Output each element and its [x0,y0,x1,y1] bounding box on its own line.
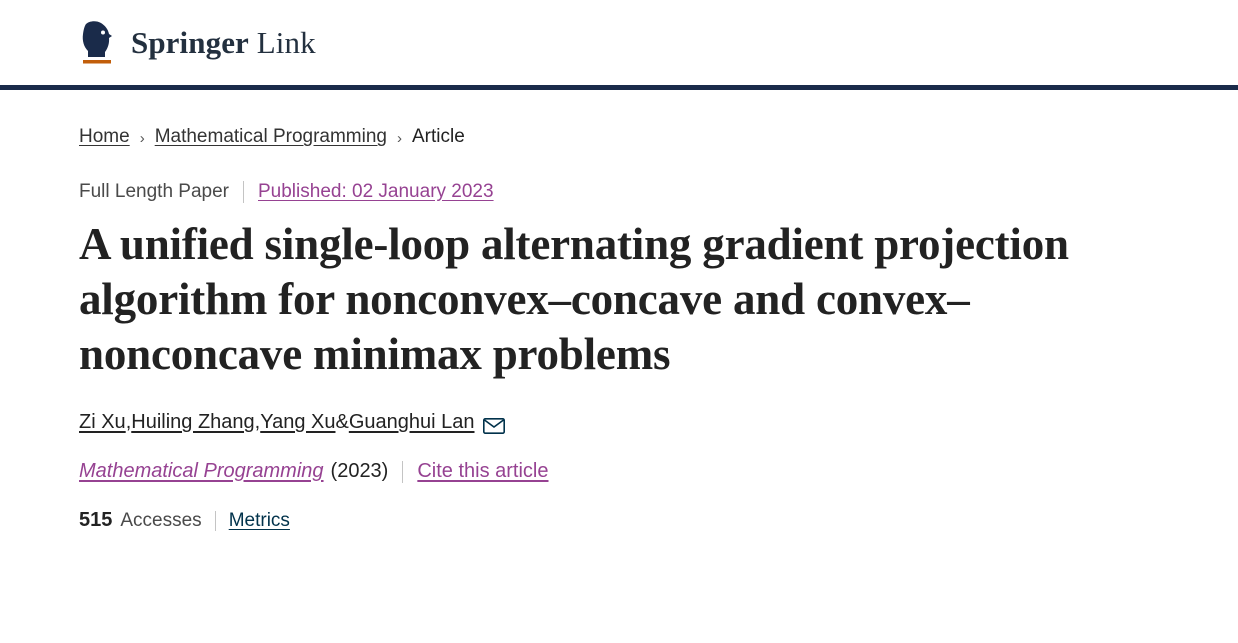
accesses-count: 515 [79,509,113,531]
published-date-link[interactable]: Published: 02 January 2023 [258,181,494,202]
brand-text [131,25,316,61]
chevron-right-icon-2: › [397,129,402,147]
brand-name-link: Link [248,24,316,60]
meta-divider [243,181,244,203]
header-divider [0,85,1238,90]
author-link-1[interactable]: Zi Xu [79,411,126,433]
metrics-row [79,509,1159,532]
springer-horse-logo-icon [79,19,119,67]
site-header [0,0,1238,85]
breadcrumb [79,126,1159,148]
publication-year: (2023) [330,460,389,482]
article-type: Full Length Paper [79,181,229,202]
breadcrumb-item-journal[interactable]: Mathematical Programming [154,126,387,147]
author-link-3[interactable]: Yang Xu [260,411,336,433]
breadcrumb-item-article: Article [412,126,465,147]
article-meta [79,181,1159,203]
metrics-divider [215,511,216,531]
envelope-icon[interactable] [483,417,505,433]
chevron-right-icon: › [139,129,145,147]
author-list [79,411,1159,434]
author-link-2[interactable]: Huiling Zhang [131,411,255,433]
journal-link[interactable]: Mathematical Programming [79,460,324,482]
cite-this-article-link[interactable]: Cite this article [417,460,549,482]
metrics-link[interactable]: Metrics [228,509,290,531]
page-title: A unified single-loop alternating gradient projection algorithm for nonconvex–concave and convex–nonconcave minimax problems [79,219,1069,379]
article-content [0,126,1238,532]
citation-divider [402,461,403,483]
author-sep-1: , [125,411,132,433]
springer-link-logo[interactable] [79,19,316,67]
accesses-label: Accesses [120,509,202,531]
author-sep-3: & [335,411,349,433]
author-sep-2: , [254,411,261,433]
brand-name-springer: Springer [131,24,249,60]
author-link-4[interactable]: Guanghui Lan [348,411,475,433]
journal-citation [79,460,1159,483]
breadcrumb-item-home[interactable]: Home [79,126,130,147]
